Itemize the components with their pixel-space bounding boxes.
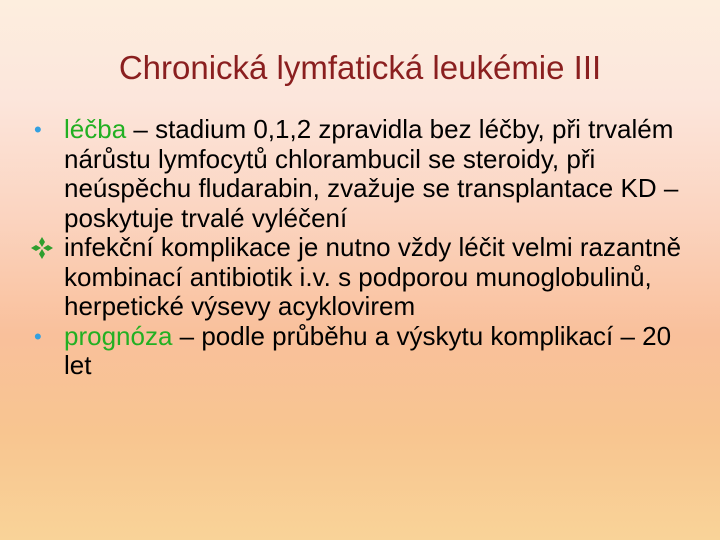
- list-item-lecba: [30, 115, 700, 233]
- dot-bullet-icon: •: [34, 117, 42, 142]
- diamond-bullet-icon: [30, 236, 64, 267]
- term-prognoza: prognóza: [64, 320, 173, 351]
- slide-title: Chronická lymfatická leukémie III: [118, 49, 602, 86]
- dot-bullet-icon: •: [34, 323, 42, 349]
- list-item-infekcni-komplikace: [30, 233, 700, 322]
- term-lecba: léčba: [64, 114, 127, 144]
- item-text-lecba: – stadium 0,1,2 zpravidla bez léčby, při trvalém nárůstu lymfocytů chlorambucil se steroidy, při neúspěchu fludarabin, zvažuje se transplantace KD – poskytuje trvalé vyléčení: [64, 114, 679, 233]
- list-item-prognoza: [30, 322, 700, 381]
- item-text-infekcni-komplikace: infekční komplikace je nutno vždy léčit velmi razantně kombinací antibiotik i.v. s podporou munoglobulinů, herpetické výsevy acyklovirem: [64, 232, 682, 321]
- bullet-list: [30, 115, 700, 381]
- item-text-prognoza: – podle průběhu a výskytu komplikací – 20 let: [64, 320, 672, 380]
